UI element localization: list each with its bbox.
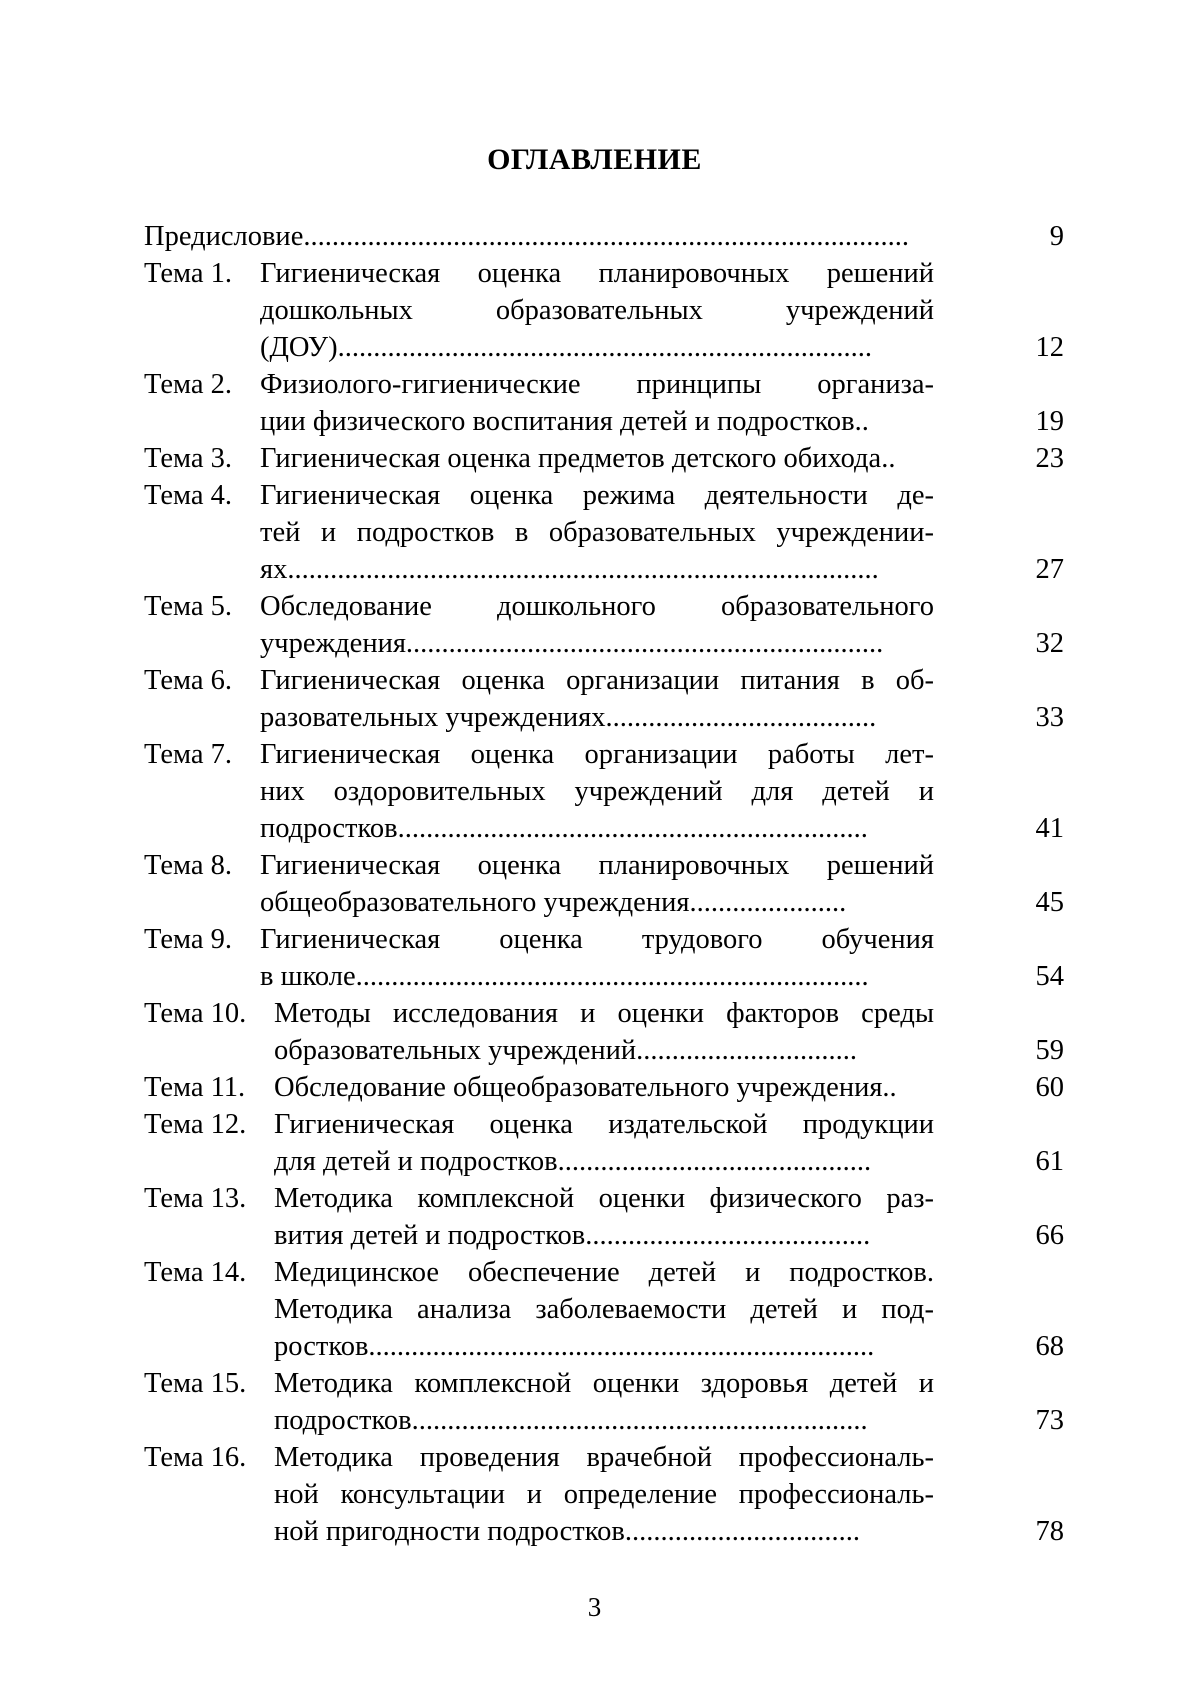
- toc-line: [144, 1439, 1064, 1476]
- toc-line: [144, 810, 1064, 847]
- toc-line: [144, 736, 1064, 773]
- toc-entry-label: Тема 16.: [144, 1442, 247, 1473]
- toc-line: [144, 1180, 1064, 1217]
- toc-entry-text: Гигиеническая оценка предметов детского обихода..: [260, 443, 896, 474]
- toc-entry-text: для детей и подростков............................................: [274, 1146, 872, 1177]
- toc-entry: [144, 1069, 1064, 1106]
- toc-line: [144, 1106, 1064, 1143]
- toc-line: [144, 958, 1064, 995]
- toc-entry-page: 32: [1035, 628, 1064, 659]
- toc-entry: [144, 1106, 1064, 1180]
- toc-entry-label: Тема 7.: [144, 739, 232, 770]
- toc-entry-text: Методика проведения врачебной профессиональ-: [274, 1442, 934, 1473]
- toc-entry-text: ции физического воспитания детей и подростков..: [260, 406, 869, 437]
- toc-entry-text: Обследование дошкольного образовательного: [260, 591, 934, 622]
- toc-line: [144, 1069, 1064, 1106]
- toc-entry-text: них оздоровительных учреждений для детей и: [260, 776, 934, 807]
- table-of-contents: [144, 218, 1064, 1550]
- toc-entry: [144, 218, 1064, 255]
- toc-entry-page: 60: [1035, 1072, 1064, 1103]
- toc-entry-page: 66: [1035, 1220, 1064, 1251]
- toc-entry-page: 73: [1035, 1405, 1064, 1436]
- toc-entry-text: Гигиеническая оценка трудового обучения: [260, 924, 934, 955]
- toc-entry: [144, 1365, 1064, 1439]
- toc-entry: [144, 440, 1064, 477]
- toc-entry-text: Методика комплексной оценки физического раз-: [274, 1183, 934, 1214]
- toc-entry: [144, 847, 1064, 921]
- toc-entry: [144, 662, 1064, 736]
- toc-entry-text: Гигиеническая оценка планировочных решений: [260, 258, 934, 289]
- toc-line: [144, 1291, 1064, 1328]
- toc-entry: [144, 1254, 1064, 1365]
- toc-entry-label: Тема 4.: [144, 480, 232, 511]
- toc-entry-page: 19: [1035, 406, 1064, 437]
- toc-entry-label: Тема 11.: [144, 1072, 246, 1103]
- toc-line: [144, 440, 1064, 477]
- toc-entry-text: Предисловие.....................................................................................: [144, 221, 909, 252]
- toc-entry-page: 41: [1035, 813, 1064, 844]
- toc-entry-text: Физиолого-гигиенические принципы организа-: [260, 369, 934, 400]
- toc-line: [144, 255, 1064, 292]
- toc-line: [144, 1365, 1064, 1402]
- toc-line: [144, 1032, 1064, 1069]
- toc-entry-page: 59: [1035, 1035, 1064, 1066]
- toc-line: [144, 995, 1064, 1032]
- toc-entry-text: тей и подростков в образовательных учреждении-: [260, 517, 934, 548]
- page-number: 3: [587, 1592, 602, 1622]
- toc-entry-text: дошкольных образовательных учреждений: [260, 295, 934, 326]
- toc-entry-page: 54: [1035, 961, 1064, 992]
- toc-entry-text: Методика анализа заболеваемости детей и под-: [274, 1294, 934, 1325]
- toc-entry-text: Методы исследования и оценки факторов среды: [274, 998, 934, 1029]
- toc-line: [144, 1513, 1064, 1550]
- toc-line: [144, 662, 1064, 699]
- toc-entry-text: Обследование общеобразовательного учреждения..: [274, 1072, 897, 1103]
- toc-entry-text: ной пригодности подростков.................................: [274, 1516, 860, 1547]
- toc-entry: [144, 255, 1064, 366]
- toc-entry-text: ях...................................................................................: [260, 554, 879, 585]
- toc-entry-text: в школе........................................................................: [260, 961, 869, 992]
- toc-entry-text: (ДОУ)...........................................................................: [260, 332, 872, 363]
- toc-entry-text: Гигиеническая оценка издательской продукции: [274, 1109, 934, 1140]
- toc-entry-text: Методика комплексной оценки здоровья детей и: [274, 1368, 934, 1399]
- toc-line: [144, 292, 1064, 329]
- toc-line: [144, 1476, 1064, 1513]
- toc-line: [144, 1143, 1064, 1180]
- toc-line: [144, 329, 1064, 366]
- toc-entry-text: подростков..................................................................: [260, 813, 868, 844]
- toc-entry-text: подростков................................................................: [274, 1405, 868, 1436]
- toc-entry-text: общеобразовательного учреждения......................: [260, 887, 847, 918]
- toc-entry-text: Гигиеническая оценка организации работы лет-: [260, 739, 934, 770]
- toc-entry-page: 45: [1035, 887, 1064, 918]
- toc-entry-page: 68: [1035, 1331, 1064, 1362]
- toc-entry: [144, 366, 1064, 440]
- toc-entry-page: 23: [1035, 443, 1064, 474]
- toc-line: [144, 1328, 1064, 1365]
- toc-title: ОГЛАВЛЕНИЕ: [487, 143, 702, 176]
- toc-entry-page: 27: [1035, 554, 1064, 585]
- toc-entry: [144, 995, 1064, 1069]
- toc-entry-label: Тема 10.: [144, 998, 247, 1029]
- toc-entry-text: ростков.......................................................................: [274, 1331, 875, 1362]
- toc-entry-page: 78: [1035, 1516, 1064, 1547]
- toc-entry-text: образовательных учреждений...............................: [274, 1035, 858, 1066]
- toc-line: [144, 218, 1064, 255]
- toc-line: [144, 1254, 1064, 1291]
- toc-entry-text: Гигиеническая оценка режима деятельности де-: [260, 480, 934, 511]
- toc-entry-label: Тема 1.: [144, 258, 232, 289]
- toc-entry-label: Тема 5.: [144, 591, 232, 622]
- toc-entry-text: учреждения...................................................................: [260, 628, 884, 659]
- toc-entry-page: 12: [1035, 332, 1064, 363]
- toc-line: [144, 773, 1064, 810]
- toc-entry-text: Гигиеническая оценка организации питания в об-: [260, 665, 934, 696]
- toc-entry: [144, 921, 1064, 995]
- toc-line: [144, 1217, 1064, 1254]
- toc-line: [144, 403, 1064, 440]
- toc-entry: [144, 1180, 1064, 1254]
- toc-entry: [144, 477, 1064, 588]
- toc-entry-label: Тема 12.: [144, 1109, 247, 1140]
- toc-entry: [144, 1439, 1064, 1550]
- toc-entry-text: разовательных учреждениях......................................: [260, 702, 877, 733]
- toc-line: [144, 551, 1064, 588]
- toc-entry-text: вития детей и подростков........................................: [274, 1220, 871, 1251]
- toc-line: [144, 366, 1064, 403]
- toc-entry: [144, 588, 1064, 662]
- toc-entry-page: 61: [1035, 1146, 1064, 1177]
- toc-line: [144, 921, 1064, 958]
- toc-line: [144, 588, 1064, 625]
- toc-entry-label: Тема 15.: [144, 1368, 247, 1399]
- toc-line: [144, 1402, 1064, 1439]
- toc-line: [144, 847, 1064, 884]
- toc-entry-label: Тема 6.: [144, 665, 232, 696]
- toc-entry-label: Тема 3.: [144, 443, 232, 474]
- toc-entry-label: Тема 9.: [144, 924, 232, 955]
- toc-entry-text: Медицинское обеспечение детей и подростков.: [274, 1257, 934, 1288]
- toc-line: [144, 514, 1064, 551]
- toc-entry-label: Тема 2.: [144, 369, 232, 400]
- toc-entry-page: 33: [1035, 702, 1064, 733]
- toc-line: [144, 625, 1064, 662]
- toc-entry-label: Тема 13.: [144, 1183, 247, 1214]
- toc-line: [144, 477, 1064, 514]
- toc-line: [144, 699, 1064, 736]
- toc-entry-text: ной консультации и определение профессиональ-: [274, 1479, 934, 1510]
- toc-entry: [144, 736, 1064, 847]
- toc-line: [144, 884, 1064, 921]
- toc-entry-page: 9: [1049, 221, 1064, 252]
- toc-entry-text: Гигиеническая оценка планировочных решений: [260, 850, 934, 881]
- toc-entry-label: Тема 8.: [144, 850, 232, 881]
- toc-entry-label: Тема 14.: [144, 1257, 247, 1288]
